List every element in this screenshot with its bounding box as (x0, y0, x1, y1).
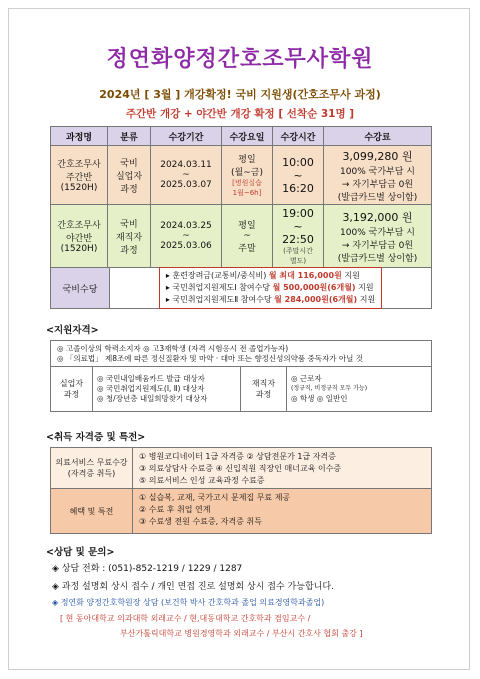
contact-visit: ◈ 과정 설명회 상시 접수 / 개인 면접 진로 설명회 상시 접수 가능합니다. (52, 582, 334, 592)
support-item: ▸ 훈련장려금(교통비/중식비) 월 최대 116,000원 지원 (165, 271, 360, 280)
employed-list: ◎ 근로자 (정규직, 비정규직 모두 가능) ◎ 학생 ◎ 일반인 (291, 374, 368, 403)
course-table-header (51, 127, 432, 146)
course-name-cell: 간호조무사 야간반 (1520H) (51, 205, 108, 268)
page-subtitle-2: 주간반 개강 + 야간반 개강 확정 [ 선착순 31명 ] (125, 108, 355, 120)
support-box (50, 267, 432, 309)
support-item: ▸ 국민취업지원제도Ⅰ 참여수당 월 500,000원(6개월) 지원 (165, 283, 374, 292)
contact-phone: ◈ 상담 전화 : (051)-852-1219 / 1229 / 1287 (52, 564, 243, 574)
employed-label: 재직자 과정 (241, 367, 287, 411)
course-period-cell: 2024.03.11 ~ 2025.03.07 (151, 146, 222, 205)
col-header-time: 수강시간 (273, 127, 324, 146)
qualification-general: ◎ 고졸이상의 학력소지자 ◎ 고3재학생 (자격 시험응시 전 졸업가능자) ◎ 「의료법」 제8조에 따른 정신질환자 및 마약 · 대마 또는 향정신성의약품 중독자가 아닐 것 (51, 341, 431, 367)
qualification-box (50, 340, 432, 412)
certificate-heading: <취득 자격증 및 특전> (46, 432, 146, 443)
qualification-heading: <지원자격> (46, 325, 99, 336)
course-row-night (51, 205, 432, 268)
col-header-period: 수강기간 (151, 127, 222, 146)
page-title: 정연화양정간호조무사학원 (106, 47, 374, 72)
col-header-name: 과정명 (51, 127, 108, 146)
course-row-day (51, 146, 432, 205)
support-label: 국비수당 (51, 268, 110, 308)
col-header-fee: 수강료 (324, 127, 432, 146)
course-fee-cell: 3,099,280 원 100% 국가부담 시 → 자기부담금 0원 (발급카드별 상이함) (324, 146, 432, 205)
contact-career-2: 부산가톨릭대학교 병원경영학과 외래교수 / 부산시 간호사 협회 출강 ] (120, 629, 363, 638)
unemployed-list: ◎ 국민내일배움카드 발급 대상자 ◎ 국민취업지원제도(Ⅰ, Ⅱ) 대상자 ◎ 청/장년층 내일희망찾기 대상자 (93, 367, 241, 411)
contact-career-1: [ 현 동아대학교 의과대학 외래교수 / 현,대동대학교 간호학과 겸임교수 / (60, 614, 311, 623)
col-header-type: 분류 (108, 127, 151, 146)
certificate-box (50, 447, 432, 534)
page-subtitle: 2024년 [ 3월 ] 개강확정! 국비 지원생(간호조무사 과정) (99, 88, 381, 101)
course-time-cell: 19:00 ~ 22:50 (주말시간 별도) (273, 205, 324, 268)
support-list (159, 267, 382, 309)
contact-heading: <상담 및 문의> (46, 547, 115, 558)
support-item: ▸ 국민취업지원제도Ⅱ 참여수당 월 284,000원(6개월) 지원 (165, 295, 376, 304)
contact-director: ◈ 정연화 양정간호학원장 상담 (보건학 박사 간호학과 졸업 의료경영학과졸업) (52, 598, 325, 607)
certificate-row-free: 의료서비스 무료수강 (자격증 취득) ① 병원코디네이터 1급 자격증 ② 상담전문가 1급 자격증 ③ 의료상담사 수료증 ④ 신입직원 직장인 매너교육 이수증 ⑤ 의료서비스 인성 교육과정 수료증 (51, 448, 431, 489)
course-period-cell: 2024.03.25 ~ 2025.03.06 (151, 205, 222, 268)
course-name-cell: 간호조무사 주간반 (1520H) (51, 146, 108, 205)
course-type-cell: 국비 재직자 과정 (108, 205, 151, 268)
course-days-cell: 평일 (월~금) [병원실습 1월~6h] (222, 146, 273, 205)
course-time-cell: 10:00 ~ 16:20 (273, 146, 324, 205)
course-type-cell: 국비 실업자 과정 (108, 146, 151, 205)
col-header-days: 수강요일 (222, 127, 273, 146)
unemployed-label: 실업자 과정 (51, 367, 93, 411)
course-fee-cell: 3,192,000 원 100% 국가부담 시 → 자기부담금 0원 (발급카드별 상이함) (324, 205, 432, 268)
course-days-cell: 평일 ~ 주말 (222, 205, 273, 268)
certificate-row-benefit: 혜택 및 특전 ① 실습복, 교재, 국가고시 문제집 무료 제공 ② 수료 후 취업 연계 ③ 수료생 전원 수료증, 자격증 취득 (51, 489, 431, 533)
course-table (50, 126, 432, 268)
